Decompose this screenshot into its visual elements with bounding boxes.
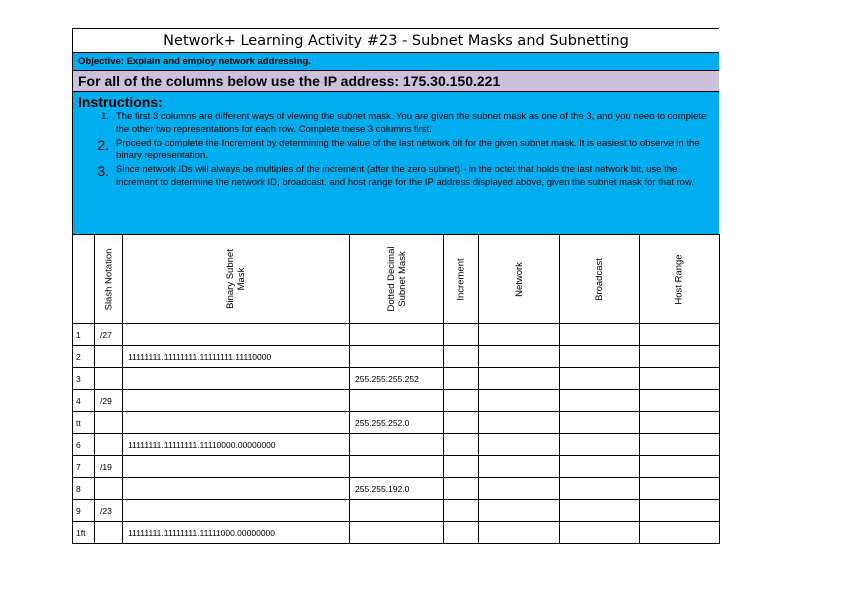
slash-cell[interactable] [95,478,123,500]
binary-mask-cell[interactable]: 11111111.11111111.11110000.00000000 [123,434,350,456]
network-cell[interactable] [479,368,560,390]
broadcast-cell[interactable] [560,324,640,346]
table-row [73,324,720,346]
row-number: 4 [73,390,95,412]
dotted-mask-cell[interactable] [350,522,444,544]
table-row [73,390,720,412]
row-number: 9 [73,500,95,522]
dotted-mask-cell[interactable] [350,346,444,368]
slash-cell[interactable]: /23 [95,500,123,522]
dotted-mask-cell[interactable] [350,390,444,412]
page-title: Network+ Learning Activity #23 - Subnet Masks and Subnetting [72,28,719,52]
subnet-table [72,234,720,544]
instruction-number: 2. [97,136,109,153]
row-number: 8 [73,478,95,500]
host-range-cell[interactable] [640,434,720,456]
broadcast-cell[interactable] [560,390,640,412]
instruction-text: Proceed to complete the Increment by determining the value of the last network bit for the given subnet mask. It is easiest to observe in the binary representation. [116,137,700,162]
host-range-cell[interactable] [640,522,720,544]
network-cell[interactable] [479,390,560,412]
host-range-cell[interactable] [640,324,720,346]
dotted-mask-cell[interactable] [350,500,444,522]
broadcast-cell[interactable] [560,412,640,434]
broadcast-cell[interactable] [560,346,640,368]
network-cell[interactable] [479,478,560,500]
instruction-item [78,111,715,137]
increment-cell[interactable] [444,368,479,390]
column-header-binary: Binary Subnet Mask [123,235,350,324]
instructions-heading: Instructions: [78,94,163,110]
table-row [73,456,720,478]
dotted-mask-cell[interactable] [350,324,444,346]
instruction-item [78,138,715,164]
row-number: tt [73,412,95,434]
dotted-mask-cell[interactable]: 255.255.255.252 [350,368,444,390]
network-cell[interactable] [479,434,560,456]
slash-cell[interactable] [95,368,123,390]
slash-cell[interactable] [95,434,123,456]
broadcast-cell[interactable] [560,522,640,544]
ip-address-banner: For all of the columns below use the IP address: 175.30.150.221 [72,70,719,91]
binary-mask-cell[interactable] [123,478,350,500]
table-row [73,500,720,522]
increment-cell[interactable] [444,456,479,478]
binary-mask-cell[interactable] [123,456,350,478]
increment-cell[interactable] [444,346,479,368]
host-range-cell[interactable] [640,390,720,412]
binary-mask-cell[interactable] [123,500,350,522]
table-row [73,368,720,390]
table-row [73,346,720,368]
instruction-number: 1. [101,111,109,122]
table-header-row [73,235,720,324]
row-number: 7 [73,456,95,478]
increment-cell[interactable] [444,412,479,434]
increment-cell[interactable] [444,434,479,456]
dotted-mask-cell[interactable] [350,456,444,478]
host-range-cell[interactable] [640,500,720,522]
network-cell[interactable] [479,324,560,346]
objective-banner: Objective: Explain and employ network addressing. [72,52,719,70]
slash-cell[interactable] [95,522,123,544]
host-range-cell[interactable] [640,368,720,390]
host-range-cell[interactable] [640,412,720,434]
instruction-text: The first 3 columns are different ways of viewing the subnet mask. You are given the subnet mask as one of the 3, and you need to complete the other two representations for each row. Complete these 3 columns first. [116,111,707,135]
dotted-mask-cell[interactable]: 255.255.192.0 [350,478,444,500]
binary-mask-cell[interactable] [123,324,350,346]
broadcast-cell[interactable] [560,434,640,456]
dotted-mask-cell[interactable]: 255.255.252.0 [350,412,444,434]
instructions-panel [72,91,719,234]
table-row [73,412,720,434]
row-number: 3 [73,368,95,390]
binary-mask-cell[interactable] [123,390,350,412]
host-range-cell[interactable] [640,478,720,500]
network-cell[interactable] [479,346,560,368]
network-cell[interactable] [479,500,560,522]
increment-cell[interactable] [444,478,479,500]
slash-cell[interactable]: /19 [95,456,123,478]
increment-cell[interactable] [444,522,479,544]
binary-mask-cell[interactable] [123,368,350,390]
binary-mask-cell[interactable]: 11111111.11111111.11111111.11110000 [123,346,350,368]
slash-cell[interactable] [95,412,123,434]
broadcast-cell[interactable] [560,478,640,500]
slash-cell[interactable]: /27 [95,324,123,346]
row-number: 1 [73,324,95,346]
instruction-text: Since network IDs will always be multiples of the increment (after the zero subnet) - in the octet that holds the last network bit, use the increment to determine the network ID, broadcast, and host range for the IP address displayed above, given the subnet mask for that row. [116,164,695,188]
network-cell[interactable] [479,522,560,544]
table-row [73,478,720,500]
column-header-dotted: Dotted Decimal Subnet Mask [350,235,444,324]
binary-mask-cell[interactable]: 11111111.11111111.11111000.00000000 [123,522,350,544]
host-range-cell[interactable] [640,346,720,368]
increment-cell[interactable] [444,324,479,346]
table-row [73,522,720,544]
column-header-network: Network [479,235,560,324]
worksheet [72,28,719,544]
column-header-host-range: Host Range [640,235,720,324]
instruction-number: 3. [97,163,109,180]
broadcast-cell[interactable] [560,368,640,390]
increment-cell[interactable] [444,500,479,522]
broadcast-cell[interactable] [560,456,640,478]
broadcast-cell[interactable] [560,500,640,522]
binary-mask-cell[interactable] [123,412,350,434]
network-cell[interactable] [479,456,560,478]
instruction-item [78,164,715,190]
column-header-increment: Increment [444,235,479,324]
host-range-cell[interactable] [640,456,720,478]
column-header-broadcast: Broadcast [560,235,640,324]
row-number-header [73,235,95,324]
increment-cell[interactable] [444,390,479,412]
row-number: 2 [73,346,95,368]
slash-cell[interactable]: /29 [95,390,123,412]
row-number: 1ft [73,522,95,544]
row-number: 6 [73,434,95,456]
column-header-slash: Slash Notation [95,235,123,324]
slash-cell[interactable] [95,346,123,368]
dotted-mask-cell[interactable] [350,434,444,456]
table-row [73,434,720,456]
network-cell[interactable] [479,412,560,434]
